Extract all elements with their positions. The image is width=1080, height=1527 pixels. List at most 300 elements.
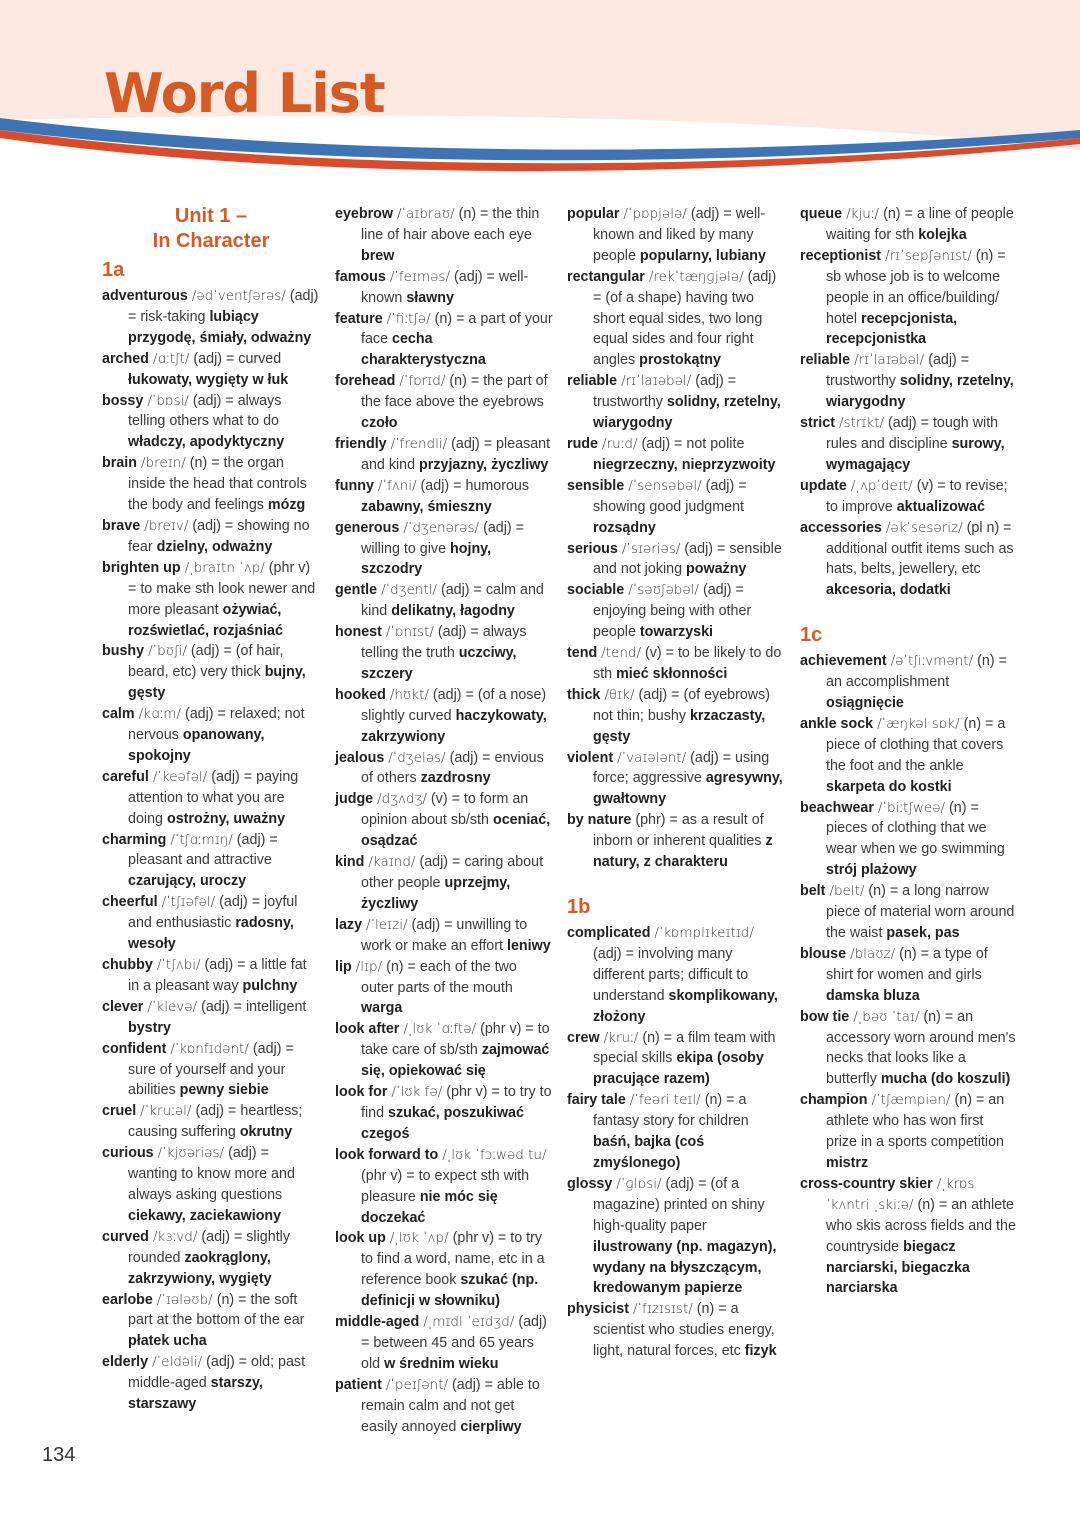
definition: (adj) = slightly rounded [128,1228,290,1266]
headword: blouse [800,945,847,962]
definition: (adj) = heartless; causing suffering [128,1103,303,1141]
headword: beachwear [800,799,874,816]
headword: cruel [102,1103,137,1120]
definition: (adj) = (of a nose) slightly curved [361,686,547,724]
headword: belt [800,883,826,900]
headword: hooked [335,686,386,703]
pronunciation: /ˈfiːtʃə/ [386,310,431,327]
word-entry [335,748,553,790]
word-entry [800,944,1018,1007]
pronunciation: /ˈsensəbəl/ [628,477,702,494]
pronunciation: /ˌʌpˈdeɪt/ [850,477,913,494]
headword: judge [335,791,374,808]
word-entry [800,714,1018,798]
section-heading: 1b [567,896,591,918]
translation: delikatny, łagodny [391,603,515,620]
headword: patient [335,1376,382,1393]
translation: ilustrowany (np. magazyn), wydany na błyszczącym, kredowanym papierze [593,1238,777,1297]
headword: rectangular [567,268,645,285]
word-entry [102,1290,320,1353]
pronunciation: /ˌbəʊ ˈtaɪ/ [853,1008,920,1025]
word-entry [102,1227,320,1290]
definition: (adj) = relaxed; not nervous [128,706,305,744]
definition: (phr v) = to take care of sb/sth [361,1021,550,1059]
translation: leniwy [506,937,551,954]
translation: czarujący, uroczy [128,873,247,890]
pronunciation: /əkˈsesəriz/ [885,519,963,536]
pronunciation: /tend/ [601,645,641,662]
word-entry [102,1101,320,1143]
definition: (adj) = willing to give [361,519,524,557]
definition: (n) = a part of your face [361,310,553,348]
pronunciation: /ˈkjʊəriəs/ [157,1145,225,1162]
definition: (v) = to be likely to do sth [593,645,782,682]
word-entry [335,1145,553,1229]
pronunciation: /ˈfeɪməs/ [389,268,450,285]
pronunciation: /rɪˈsepʃənɪst/ [885,247,972,264]
headword: violent [567,749,614,766]
definition: (adj) = able to remain calm and not get easily annoyed [361,1376,540,1435]
definition: (adj) = (of hair, beard, etc) very thick [128,643,284,681]
headword: strict [800,415,835,432]
word-entry [335,957,553,1020]
word-entry [102,453,320,516]
headword: careful [102,768,149,785]
translation: dzielny, odważny [156,538,273,555]
translation: warga [361,1000,403,1017]
word-entry [102,1143,320,1227]
definition: (adj) = wanting to know more and always asking questions [128,1145,295,1203]
definition: (adj) = (of a shape) having two short equal sides, two long equal sides and four right angles [593,268,777,369]
pronunciation: /ˈfrendli/ [390,435,448,452]
translation: akcesoria, dodatki [826,582,951,599]
pronunciation: /ədˈventʃərəs/ [191,288,286,304]
headword: reliable [800,352,851,369]
translation: szukać, poszukiwać czegoś [361,1104,524,1142]
translation: niegrzeczny, nieprzyzwoity [593,456,776,473]
translation: solidny, rzetelny, wiarygodny [593,394,781,432]
definition: (n) = a type of shirt for women and girls [826,945,988,983]
translation: szukać (np. definicji w słowniku) [361,1272,539,1310]
pronunciation: /rɪˈlaɪəbəl/ [854,352,925,369]
word-entry [800,246,1018,351]
headword: lazy [335,916,363,933]
word-entry [335,1375,553,1438]
word-entry [567,810,785,873]
headword: popular [567,206,620,222]
pronunciation: /ˈklevə/ [147,998,198,1015]
headword: look for [335,1084,388,1101]
pronunciation: /ˈbɒsi/ [147,392,189,409]
definition: (n) = each of the two outer parts of the mouth [361,958,517,996]
definition: (adj) = (of eyebrows) not thin; bushy [593,686,771,724]
headword: kind [335,854,365,871]
word-entry [335,518,553,581]
word-entry [335,1228,553,1312]
word-entry [102,892,320,955]
definition: (n) = a line of people waiting for sth [826,206,1014,243]
translation: popularny, lubiany [639,247,766,264]
pronunciation: /rekˈtæŋɡjələ/ [648,268,744,285]
headword: cross-country skier [800,1175,933,1192]
definition: (n) = the thin line of hair above each eye [361,206,540,243]
headword: by nature [567,812,632,829]
headword: bushy [102,643,145,660]
translation: starszy, starszawy [128,1375,263,1413]
translation: cierpliwy [460,1418,522,1435]
pronunciation: /ˌkrɒs ˈkʌntri ˌskiːə/ [826,1175,975,1213]
headword: adventurous [102,288,188,304]
definition: (adj) = well-known and liked by many people [593,206,766,264]
word-entry [800,1007,1018,1091]
translation: radosny, wesoły [128,915,294,953]
headword: funny [335,477,374,494]
word-entry [102,641,320,704]
definition: (adj) = enjoying being with other people [593,582,752,641]
headword: curious [102,1145,154,1162]
pronunciation: /strɪkt/ [838,415,885,432]
translation: pewny siebie [179,1082,269,1099]
translation: rozsądny [593,519,656,536]
word-entry [335,204,553,267]
pronunciation: /ˈdʒenərəs/ [403,519,480,536]
word-entry [102,391,320,454]
translation: haczykowaty, zakrzywiony [361,707,547,745]
pronunciation: /hʊkt/ [389,686,429,703]
headword: cheerful [102,894,158,911]
headword: queue [800,206,843,222]
pronunciation: /ˈɪələʊb/ [156,1291,213,1308]
definition: (n) = the organ inside the head that controls the body and feelings [128,455,307,514]
headword: brain [102,455,137,472]
translation: baśń, bajka (coś zmyślonego) [593,1134,705,1171]
definition: (adj) = sure of yourself and your abilities [128,1040,294,1099]
headword: lip [335,958,352,975]
definition: (adj) = curved [193,350,282,367]
page-title: Word List [104,62,385,125]
headword: arched [102,350,149,367]
word-entry [567,1299,785,1362]
word-entry [567,371,785,434]
word-entry [567,476,785,539]
translation: towarzyski [639,624,714,641]
pronunciation: /ˈkruːəl/ [140,1103,192,1120]
definition: (adj) = paying attention to what you are doing [128,768,299,827]
word-entry [800,350,1018,413]
definition: (adj) = caring about other people [361,854,544,891]
pronunciation: /kɑːm/ [138,706,181,723]
definition: (adj) = unwilling to work or make an effort [361,916,528,954]
headword: brave [102,517,141,534]
definition: (adj) = a little fat in a pleasant way [128,957,307,994]
pronunciation: /ˈæŋkəl sɒk/ [877,715,960,732]
definition: (adj) = humorous [420,477,530,494]
headword: look up [335,1230,386,1247]
headword: bow tie [800,1008,850,1025]
pronunciation: /ˈlʊk fə/ [391,1084,443,1101]
word-entry [102,558,320,642]
translation: damska bluza [826,987,920,1004]
word-entry [102,1039,320,1102]
pronunciation: /ˈsɪəriəs/ [621,540,681,557]
pronunciation: /ˈkeəfəl/ [152,768,208,785]
pronunciation: /ˌlʊk ˈʌp/ [389,1230,449,1247]
translation: przyjazny, życzliwy [419,456,549,473]
pronunciation: /ˈkɒnfɪdənt/ [170,1040,249,1057]
word-entry [335,371,553,434]
translation: oceniać, osądzać [361,812,551,850]
translation: pasek, pas [886,925,960,941]
word-entry [102,516,320,558]
pronunciation: /ˈfʌni/ [377,477,417,494]
headword: confident [102,1040,167,1057]
pronunciation: /lɪp/ [355,958,383,975]
definition: (adj) = (of a magazine) printed on shiny high-quality paper [593,1175,765,1234]
headword: glossy [567,1175,613,1192]
pronunciation: /ˌmɪdl ˈeɪdʒd/ [423,1314,515,1331]
pronunciation: /ˈfeəri teɪl/ [629,1092,701,1109]
definition: (v) = to revise; to improve [826,477,1008,515]
word-entry [335,685,553,748]
word-column-4 [800,204,1018,1299]
word-entry [102,704,320,767]
translation: zajmować się, opiekować się [361,1042,550,1080]
pronunciation: /dʒʌdʒ/ [377,791,427,808]
translation: bujny, gęsty [128,664,306,702]
translation: osiągnięcie [826,695,904,712]
section-heading: 1a [102,259,125,281]
definition: (adj) = always telling the truth [361,624,527,662]
word-entry [567,1090,785,1174]
pronunciation: /θɪk/ [604,686,635,703]
translation: uprzejmy, życzliwy [361,875,511,912]
headword: brighten up [102,559,181,576]
word-entry [800,413,1018,476]
definition: (adj) = involving many different parts; difficult to understand [593,945,749,1004]
headword: honest [335,624,382,641]
definition: (adj) = sensible and not joking [593,540,782,578]
word-entry [102,997,320,1039]
definition: (adj) = using force; aggressive [593,749,770,787]
word-entry [567,204,785,267]
word-entry [567,1174,785,1299]
pronunciation: /kɜːvd/ [152,1228,198,1245]
headword: reliable [567,373,618,390]
pronunciation: /ɑːtʃt/ [152,350,190,367]
headword: crew [567,1029,600,1046]
word-entry [567,434,785,476]
word-entry [335,622,553,685]
pronunciation: /ˈtʃæmpiən/ [871,1092,951,1109]
headword: friendly [335,435,387,452]
unit-title: Unit 1 – In Character [152,205,270,252]
headword: update [800,477,847,494]
word-entry [335,1019,553,1082]
translation: recepcjonista, recepcjonistka [826,310,958,348]
translation: łukowaty, wygięty w łuk [128,371,289,388]
definition: (adj) = pleasant and kind [361,435,551,473]
word-entry [567,685,785,748]
definition: (n) = a film team with special skills [593,1029,776,1067]
translation: zaokrąglony, zakrzywiony, wygięty [128,1249,272,1287]
translation: hojny, szczodry [361,540,492,578]
word-entry [335,434,553,476]
definition: (n) = a scientist who studies energy, light, natural forces, etc [593,1301,775,1360]
translation: pulchny [242,977,298,994]
pronunciation: /belt/ [829,883,865,900]
word-entry [800,1090,1018,1174]
pronunciation: /ˈtʃʌbi/ [156,957,201,973]
translation: zabawny, śmieszny [361,498,492,515]
word-entry [335,309,553,372]
headword: curved [102,1228,149,1245]
translation: opanowany, spokojny [128,727,265,764]
pronunciation: /əˈtʃiːvmənt/ [890,653,974,670]
definition: (n) = the part of the face above the eyebrows [361,373,548,411]
definition: (n) = an accomplishment [826,653,1007,691]
translation: sławny [406,289,454,306]
word-entry [335,580,553,622]
headword: bossy [102,392,144,409]
translation: mistrz [826,1154,869,1171]
headword: calm [102,706,135,723]
translation: lubiący przygodę, śmiały, odważny [128,308,312,346]
headword: sociable [567,582,625,599]
pronunciation: /ˌbraɪtn ˈʌp/ [184,559,265,576]
definition: (n) = sb whose job is to welcome people in an office/building/ hotel [826,247,1006,327]
word-entry [800,798,1018,882]
translation: czoło [361,415,398,432]
pronunciation: /breɪn/ [140,455,186,472]
translation: uczciwy, szczery [361,645,517,682]
translation: bystry [128,1019,171,1036]
definition: (adj) = between 45 and 65 years old [361,1314,547,1372]
headword: gentle [335,582,378,599]
word-entry [800,476,1018,518]
pronunciation: /ˈbiːtʃweə/ [877,799,946,816]
translation: kolejka [918,226,967,243]
pronunciation: /ˈleɪzi/ [366,916,408,933]
headword: earlobe [102,1291,153,1308]
word-entry [567,1028,785,1091]
pronunciation: /ˈtʃɪəfəl/ [161,894,216,911]
headword: look after [335,1021,400,1038]
word-entry [102,286,320,349]
word-entry [800,204,1018,246]
word-entry [800,518,1018,602]
word-entry [335,852,553,915]
definition: (n) = an athlete who skis across fields and the countryside [826,1196,1016,1255]
headword: physicist [567,1301,629,1318]
headword: feature [335,310,383,327]
pronunciation: /ˈdʒeləs/ [388,749,446,766]
headword: generous [335,519,400,536]
definition: (adj) = trustworthy [593,373,737,411]
translation: ożywiać, rozświetlać, rozjaśniać [128,601,283,639]
translation: brew [361,247,395,264]
translation: mózg [267,497,306,514]
translation: strój plażowy [826,862,917,879]
pronunciation: /kruː/ [603,1029,639,1046]
definition: (adj) = showing no fear [128,517,310,555]
headword: serious [567,540,618,557]
headword: fairy tale [567,1092,626,1109]
translation: prostokątny [639,352,721,369]
section-heading: 1c [800,624,823,647]
definition: (adj) = joyful and enthusiastic [128,894,298,932]
translation: mucha (do koszuli) [880,1071,1011,1088]
pronunciation: /ˈpɒpjələ/ [623,206,687,222]
word-entry [567,580,785,643]
word-entry [335,1312,553,1375]
word-entry [567,923,785,1028]
word-entry [800,651,1018,714]
translation: władczy, apodyktyczny [128,434,285,451]
headword: jealous [335,749,385,766]
pronunciation: /ˈpeɪʃənt/ [385,1376,449,1393]
translation: surowy, wymagający [826,435,1005,473]
word-entry [800,881,1018,944]
translation: biegacz narciarski, biegaczka narciarska [826,1238,970,1297]
definition: (adj) = always telling others what to do [128,392,282,430]
word-entry [335,789,553,852]
translation: cecha charakterystyczna [361,331,486,369]
definition: (adj) = showing good judgment [593,477,747,515]
pronunciation: /kjuː/ [846,206,880,222]
translation: ekipa (osoby pracujące razem) [593,1050,764,1088]
translation: płatek ucha [128,1333,207,1350]
translation: skarpeta do kostki [826,778,952,795]
word-column-1 [102,204,320,1415]
pronunciation: /ˈkɒmplɪkeɪtɪd/ [654,925,754,941]
pronunciation: /ˈɒnɪst/ [385,624,434,641]
pronunciation: /ˌlʊk ˈɑːftə/ [403,1021,477,1038]
definition: (adj) = old; past middle-aged [128,1354,306,1392]
definition: (n) = an athlete who has won first prize in a sports competition [826,1092,1005,1151]
definition: (phr v) = to make sth look newer and more pleasant [128,559,316,618]
headword: eyebrow [335,206,394,222]
headword: tend [567,645,598,662]
pronunciation: /ruːd/ [601,435,638,452]
word-entry [335,476,553,518]
pronunciation: /ˈbʊʃi/ [148,643,187,660]
definition: (phr) = as a result of inborn or inherent qualities [593,812,764,850]
word-entry [567,643,785,685]
pronunciation: /ˈeldəli/ [152,1354,203,1371]
pronunciation: /blaʊz/ [850,945,896,962]
definition: (adj) = calm and kind [361,582,544,620]
word-entry [335,1082,553,1145]
definition: (adj) = tough with rules and discipline [826,415,999,452]
word-entry [102,767,320,830]
headword: complicated [567,925,651,941]
pronunciation: /kaɪnd/ [368,854,416,871]
word-entry [567,748,785,811]
headword: rude [567,435,598,452]
headword: forehead [335,373,396,390]
headword: chubby [102,957,153,973]
translation: ostrożny, uważny [166,810,286,827]
headword: sensible [567,477,625,494]
pronunciation: /ˈfɒrɪd/ [399,373,446,390]
translation: agresywny, gwałtowny [593,770,783,808]
word-entry [102,830,320,893]
headword: ankle sock [800,715,874,732]
page-number: 134 [42,1444,76,1466]
pronunciation: /ˈfɪzɪsɪst/ [632,1301,693,1318]
translation: ciekawy, zaciekawiony [128,1207,282,1224]
definition: (v) = to form an opinion about sb/sth [361,791,529,829]
